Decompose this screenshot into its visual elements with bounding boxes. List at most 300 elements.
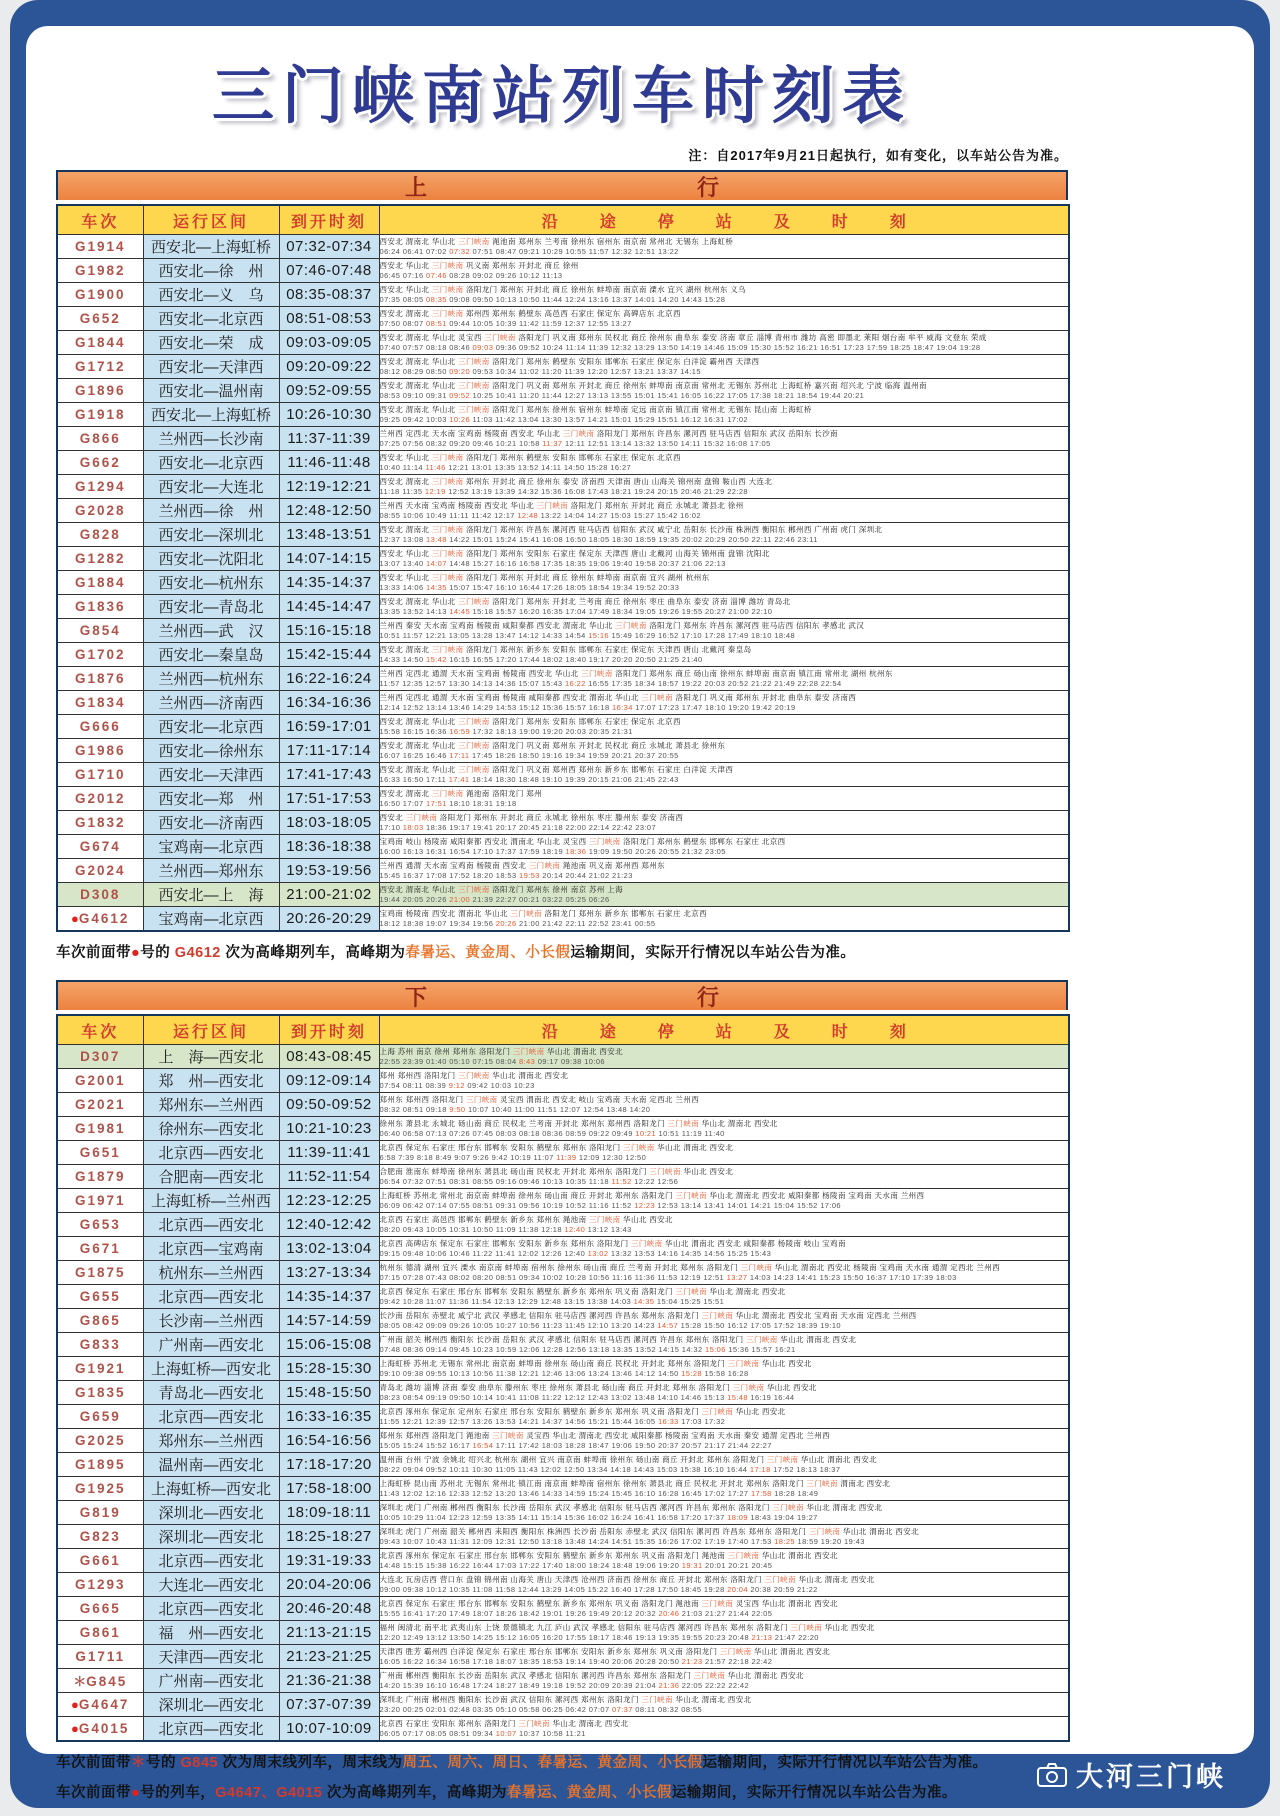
times-after: 18:14 18:30 18:48 19:10 19:39 20:15 21:06 21:45 22:43 [469,774,679,784]
train-number-cell [57,859,143,883]
stations-after: 洛阳龙门 郑州东 许昌东 漯河西 驻马店西 信阳东 孝感北 武汉 [646,620,865,630]
times-after: 20:14 20:44 21:02 21:23 [539,870,633,880]
train-number-cell [57,667,143,691]
arrive-depart-cell: 17:58-18:00 [279,1477,379,1501]
note-segment: G4647、G4015 [215,1785,327,1801]
stations-before: 天津西 胜芳 霸州西 白洋淀 保定东 石家庄 邢台东 邯郸东 安阳东 新乡东 郑州东 巩义南 洛阳龙门 [379,1646,720,1656]
station-sanmenxia-south: 三门峡南 [431,284,464,294]
route-cell: 郑 州—西安北 [143,1069,279,1093]
note-segment: 运输期间，实际开行情况以车站公告为准。 [671,1785,957,1801]
stations-after: 华山北 渭南北 西安北 [759,1550,838,1560]
train-number-cell [57,739,143,763]
train-number-cell [57,1477,143,1501]
times-before: 12:37 13:08 [379,534,427,544]
times-before: 07:50 08:07 [379,318,427,328]
train-number: G1982 [74,263,126,278]
times-before: 06:45 07:16 [379,270,427,280]
train-number: G653 [79,1217,121,1232]
peak-dot-icon: ● [71,1721,79,1736]
station-sanmenxia-south: 三门峡南 [732,1382,765,1392]
stations-before: 西安北 渭南北 华山北 [379,596,459,606]
stops-cell [379,1429,1069,1453]
stops-times-line [380,1513,1069,1523]
route-cell: 兰州西—郑州东 [143,859,279,883]
stops-cell [379,499,1069,523]
station-sanmenxia-south: 三门峡南 [536,500,569,510]
route-cell: 西安北—大连北 [143,475,279,499]
station-sanmenxia-south: 三门峡南 [667,1118,700,1128]
times-before: 16:07 16:25 16:46 [379,750,450,760]
train-number-cell [57,283,143,307]
times-after: 18:36 19:17 19:41 20:17 20:45 21:18 22:00 22:14 22:42 23:07 [423,822,657,832]
station-sanmenxia-south: 三门峡南 [458,380,490,390]
stops-stations-line [380,1575,1069,1585]
stations-before: 兰州西 定西北 通渭 天水南 宝鸡南 杨陵南 西安北 华山北 [379,668,582,678]
train-number: G865 [79,1313,121,1328]
stops-times-line [380,727,1069,737]
stops-stations-line [380,1335,1069,1345]
times-after: 12:21 13:01 13:35 13:52 14:11 14:50 15:28 16:27 [445,462,632,472]
route-cell: 北京西—西安北 [143,1405,279,1429]
route-cell: 广州南—西安北 [143,1669,279,1693]
stations-before: 北京西 保定东 石家庄 邢台东 邯郸东 安阳东 鹤壁东 新乡东 郑州东 巩义南 洛阳龙门 [379,1286,676,1296]
route-cell: 青岛北—西安北 [143,1381,279,1405]
arrive-depart-cell: 16:33-16:35 [279,1405,379,1429]
time-sanmenxia-south: 07:32 [449,246,471,256]
route-cell: 兰州西—武 汉 [143,619,279,643]
train-number-cell [57,1405,143,1429]
stops-times-line [380,823,1069,833]
arrive-depart-cell: 17:18-17:20 [279,1453,379,1477]
stops-times-line [380,1321,1069,1331]
arrive-depart-cell: 21:13-21:15 [279,1621,379,1645]
route-cell: 福 州—西安北 [143,1621,279,1645]
times-after: 21:57 22:18 22:42 [702,1656,773,1666]
stops-times-line [380,439,1069,449]
col-header-route: 运行区间 [143,1015,279,1045]
train-number-cell [57,235,143,259]
stops-cell [379,811,1069,835]
stations-after: 渑池南 洛阳龙门 郑州 [463,788,543,798]
train-number: G823 [79,1529,121,1544]
stops-cell [379,451,1069,475]
down-timetable [56,1014,1070,1742]
stations-before: 北京西 涿州东 保定东 定州东 石家庄 邢台东 安阳东 鹤壁东 新乡东 郑州东 巩义南 洛阳龙门 [379,1406,702,1416]
stations-after: 华山北 渭南北 西安北 [777,1334,857,1344]
times-after: 15:49 16:29 16:52 17:10 17:28 17:49 18:10 18:48 [609,630,796,640]
train-row [57,1333,1069,1357]
stops-cell [379,715,1069,739]
stops-stations-line [380,789,1069,799]
stops-stations-line [380,525,1069,535]
train-row [57,259,1069,283]
times-after: 12:22 12:56 [631,1176,679,1186]
stations-before: 西安北 渭南北 华山北 [379,764,459,774]
stations-after: 洛阳龙门 郑州东 开封北 商丘 徐州东 蚌埠南 南京南 宜兴 湖州 杭州东 [463,572,710,582]
time-sanmenxia-south: 08:51 [426,318,447,328]
route-cell: 上 海—西安北 [143,1045,279,1069]
route-cell: 温州南—西安北 [143,1453,279,1477]
stops-cell [379,1045,1069,1069]
time-sanmenxia-south: 07:46 [426,270,447,280]
stops-times-line [380,1273,1069,1283]
arrive-depart-cell: 14:45-14:47 [279,595,379,619]
train-number: G659 [79,1409,121,1424]
train-number-cell [57,1093,143,1117]
arrive-depart-cell: 10:07-10:09 [279,1717,379,1742]
station-sanmenxia-south: 三门峡南 [701,1406,734,1416]
times-after: 18:10 18:31 19:18 [446,798,517,808]
train-row [57,643,1069,667]
train-number: G665 [79,1601,121,1616]
stops-stations-line [380,1191,1069,1201]
stations-after: 华山北 渭南北 西安北 宝鸡南 天水南 定西北 兰州西 [733,1310,917,1320]
stops-stations-line [380,1239,1069,1249]
stops-stations-line [380,837,1069,847]
arrive-depart-cell: 08:35-08:37 [279,283,379,307]
stations-before: 上海虹桥 苏州北 无锡东 常州北 南京南 蚌埠南 徐州东 砀山南 商丘 民权北 开封北 郑州东 洛阳龙门 [379,1358,728,1368]
up-timetable [56,204,1070,932]
times-after: 21:47 22:20 [772,1632,819,1642]
train-row [57,571,1069,595]
stops-cell [379,1669,1069,1693]
arrive-depart-cell: 09:50-09:52 [279,1093,379,1117]
stops-stations-line [380,285,1069,295]
time-sanmenxia-south: 12:40 [564,1224,586,1234]
col-header-stops: 沿途停站及时刻 [379,205,1069,235]
stops-stations-line [380,1287,1069,1297]
arrive-depart-cell: 18:09-18:11 [279,1501,379,1525]
stations-before: 兰州西 通渭 天水南 宝鸡南 杨陵南 西安北 [379,860,529,870]
stations-after: 洛阳龙门 郑州东 开封北 商丘 永城北 萧县北 徐州 [568,500,744,510]
peak-dot-icon: ● [71,911,79,926]
arrive-depart-cell: 08:43-08:45 [279,1045,379,1069]
train-row [57,1453,1069,1477]
stops-cell [379,307,1069,331]
arrive-depart-cell: 14:57-14:59 [279,1309,379,1333]
times-after: 10:37 10:58 11:21 [516,1728,586,1738]
times-after: 20:38 20:59 21:22 [747,1584,818,1594]
stations-before: 上海 苏州 南京 徐州 郑州东 洛阳龙门 [379,1046,513,1056]
stations-before: 北京西 保定东 石家庄 邢台东 邯郸东 安阳东 鹤壁东 郑州东 洛阳龙门 [379,1142,624,1152]
times-before: 07:48 08:36 09:14 09:45 10:23 10:59 12:06 12:28 12:56 13:18 13:35 13:52 14:15 14:32 [379,1344,706,1354]
stations-before: 北京西 高碑店东 保定东 石家庄 邯郸东 安阳东 新乡东 郑州东 洛阳龙门 [379,1238,631,1248]
stops-cell [379,1453,1069,1477]
train-row [57,1189,1069,1213]
times-after: 09:42 10:03 10:23 [464,1080,535,1090]
effective-date-note: 注：自2017年9月21日起执行，如有变化，以车站公告为准。 [688,148,1068,163]
stops-cell [379,1621,1069,1645]
time-sanmenxia-south: 17:11 [449,750,470,760]
peak-dot-icon: ● [71,1697,79,1712]
route-cell: 西安北—济南西 [143,811,279,835]
time-sanmenxia-south: 18:09 [727,1512,748,1522]
times-before: 09:43 10:07 10:43 11:31 12:09 12:31 12:50 13:18 13:48 14:24 14:51 15:35 16:26 17:02 17:19 17:40 17:53 [379,1536,775,1546]
train-row [57,1381,1069,1405]
stations-before: 西安北 渭南北 [379,644,432,654]
stops-stations-line [380,1551,1069,1561]
train-number: G662 [79,455,121,470]
time-sanmenxia-south: 18:03 [402,822,424,832]
train-number: G661 [79,1553,121,1568]
stops-cell [379,355,1069,379]
banner-char: 行 [697,174,720,200]
train-number-cell [57,883,143,907]
times-after: 21:39 22:27 00:21 03:22 05:25 06:26 [470,894,610,904]
station-sanmenxia-south: 三门峡南 [766,1454,799,1464]
route-cell: 西安北—北京西 [143,451,279,475]
stops-times-line [380,1177,1069,1187]
train-number: G1702 [74,647,126,662]
time-sanmenxia-south: 11:52 [611,1176,632,1186]
train-number: G1879 [74,1169,126,1184]
train-number-cell [57,427,143,451]
times-after: 08:28 09:02 09:26 10:12 11:13 [446,270,563,280]
arrive-depart-cell: 17:11-17:14 [279,739,379,763]
stops-times-line [380,1441,1069,1451]
station-sanmenxia-south: 三门峡南 [431,260,464,270]
train-number-cell [57,307,143,331]
times-after: 17:45 18:26 18:50 19:16 19:34 19:59 20:21 20:37 20:55 [469,750,679,760]
stops-cell [379,1405,1069,1429]
train-number: G674 [79,839,121,854]
time-sanmenxia-south: 15:48 [727,1392,748,1402]
train-number-cell [57,1525,143,1549]
stations-before: 西安北 华山北 [379,548,432,558]
time-sanmenxia-south: 21:23 [681,1656,703,1666]
train-row [57,1717,1069,1742]
note-segment: 运输期间，实际开行情况以车站公告为准。 [570,945,856,961]
note-segment: 号的 [140,945,175,961]
arrive-depart-cell: 14:35-14:37 [279,571,379,595]
stations-before: 广州南 韶关 郴州西 衡阳东 长沙南 岳阳东 武汉 孝感北 信阳东 驻马店西 漯河西 许昌东 郑州东 洛阳龙门 [379,1334,747,1344]
time-sanmenxia-south: 20:26 [495,918,517,928]
stops-cell [379,1549,1069,1573]
stops-cell [379,883,1069,907]
stops-stations-line [380,1095,1069,1105]
col-header-times: 到开时刻 [279,1015,379,1045]
train-number-cell [57,715,143,739]
stops-stations-line [380,549,1069,559]
watermark [1037,1755,1226,1794]
train-number: G819 [79,1505,121,1520]
stops-times-line [380,1705,1069,1715]
train-number-cell [57,1189,143,1213]
train-row [57,1357,1069,1381]
stops-stations-line [380,1647,1069,1657]
stops-stations-line [380,405,1069,415]
stops-stations-line [380,453,1069,463]
station-sanmenxia-south: 三门峡南 [562,428,595,438]
times-before: 08:05 08:42 09:09 09:26 10:05 10:27 10:56 11:23 11:45 12:10 13:20 14:23 [379,1320,658,1330]
route-cell: 宝鸡南—北京西 [143,907,279,932]
train-row [57,691,1069,715]
stops-times-line [380,799,1069,809]
times-after: 15:04 15:25 15:51 [654,1296,725,1306]
station-sanmenxia-south: 三门峡南 [790,1622,823,1632]
time-sanmenxia-south: 11:37 [542,438,563,448]
stations-before: 西安北 [379,812,406,822]
stations-after: 郑州西 郑州东 鹤壁东 高邑西 石家庄 保定东 高碑店东 北京西 [463,308,681,318]
stations-before: 长沙南 岳阳东 赤壁北 咸宁北 武汉 孝感北 信阳东 驻马店西 漯河西 许昌东 郑州东 洛阳龙门 [379,1310,702,1320]
route-cell: 西安北—北京西 [143,715,279,739]
stations-after: 洛阳龙门 郑州东 新乡东 邯郸东 石家庄 北京西 [542,908,708,918]
train-row [57,1525,1069,1549]
time-sanmenxia-south: 15:06 [705,1344,726,1354]
train-number-cell [57,1285,143,1309]
train-row [57,523,1069,547]
stations-after: 洛阳龙门 郑州东 安阳东 邯郸东 石家庄 保定东 北京西 [489,716,681,726]
train-number-cell [57,907,143,932]
stops-cell [379,1165,1069,1189]
stops-times-line [380,1057,1069,1067]
stops-cell [379,595,1069,619]
stops-times-line [380,1609,1069,1619]
train-row [57,1285,1069,1309]
stops-times-line [380,1537,1069,1547]
station-sanmenxia-south: 三门峡南 [528,860,561,870]
times-before: 13:07 13:40 [379,558,427,568]
times-before: 07:15 07:28 07:43 08:02 08:20 08:51 09:34 10:02 10:28 10:56 11:16 11:36 11:53 12:19 12:51 [379,1272,727,1282]
stops-cell [379,1213,1069,1237]
times-before: 07:35 08:05 [379,294,427,304]
route-cell: 郑州东—兰州西 [143,1093,279,1117]
times-before: 18:12 18:38 19:07 19:34 19:56 [379,918,496,928]
train-number: G652 [79,311,121,326]
stops-stations-line [380,717,1069,727]
stations-after: 华山北 西安北 [764,1382,817,1392]
route-cell: 西安北—荣 成 [143,331,279,355]
stops-stations-line [380,1311,1069,1321]
stations-after: 巩义南 郑州东 开封北 商丘 徐州 [463,260,579,270]
times-before: 08:22 09:04 09:52 10:11 10:30 11:05 11:43 12:02 12:50 13:34 14:18 14:43 15:03 15:38 16:10 16:44 [379,1464,750,1474]
stops-cell [379,259,1069,283]
times-after: 15:07 15:47 16:10 16:44 17:26 18:05 18:54 19:34 19:52 20:33 [446,582,680,592]
route-cell: 合肥南—西安北 [143,1165,279,1189]
train-row [57,451,1069,475]
stations-after: 洛阳龙门 巩义南 郑州东 民权北 商丘 徐州东 曲阜东 泰安 济南 章丘 淄博 青州市 潍坊 高密 即墨北 莱阳 烟台南 牟平 威海 文登东 荣成 [515,332,987,342]
time-sanmenxia-south: 16:33 [657,1416,679,1426]
route-cell: 北京西—西安北 [143,1141,279,1165]
arrive-depart-cell: 07:46-07:48 [279,259,379,283]
stops-cell [379,571,1069,595]
times-before: 08:23 08:54 09:19 09:50 10:14 10:41 11:08 11:22 12:12 12:43 13:02 13:48 14:10 14:46 15:13 [379,1392,728,1402]
stops-stations-line [380,645,1069,655]
stops-stations-line [380,1695,1069,1705]
stations-after: 洛阳龙门 郑州东 许昌东 漯河西 驻马店西 信阳东 武汉 岳阳东 长沙南 [594,428,838,438]
station-sanmenxia-south: 三门峡南 [458,404,490,414]
station-sanmenxia-south: 三门峡南 [431,548,464,558]
stations-before: 合肥南 淮南东 蚌埠南 徐州东 萧县北 砀山南 民权北 开封北 郑州东 洛阳龙门 [379,1166,650,1176]
stops-times-line [380,703,1069,713]
times-before: 06:40 06:58 07:13 07:26 07:45 08:03 08:18 08:36 08:59 09:22 09:49 [379,1128,636,1138]
station-sanmenxia-south: 三门峡南 [630,1238,663,1248]
stations-before: 郑州 郑州西 洛阳龙门 [379,1070,459,1080]
stops-stations-line [380,1071,1069,1081]
arrive-depart-cell: 16:22-16:24 [279,667,379,691]
train-row [57,1621,1069,1645]
station-sanmenxia-south: 三门峡南 [458,884,490,894]
stations-before: 北京西 涿州东 保定东 石家庄 邢台东 邯郸东 安阳东 鹤壁东 新乡东 郑州东 巩义南 洛阳龙门 渑池南 [379,1550,728,1560]
stations-after: 华山北 渭南北 西安北 [803,1502,883,1512]
train-row [57,1261,1069,1285]
times-before: 09:25 09:42 10:03 [379,414,450,424]
camera-icon [1037,1763,1067,1787]
arrive-depart-cell: 18:03-18:05 [279,811,379,835]
route-cell: 西安北—秦皇岛 [143,643,279,667]
station-sanmenxia-south: 三门峡南 [727,1358,760,1368]
train-number: G1925 [74,1481,126,1496]
stations-after: 洛阳龙门 郑州东 安阳东 石家庄 保定东 天津西 唐山 北戴河 山海关 锦州南 盘锦 沈阳北 [463,548,770,558]
train-number-cell [57,547,143,571]
route-cell: 西安北—徐州东 [143,739,279,763]
times-before: 22:55 23:39 01:40 05:10 07:15 08:04 [379,1056,520,1066]
arrive-depart-cell: 12:23-12:25 [279,1189,379,1213]
time-sanmenxia-south: 14:35 [633,1296,655,1306]
route-cell: 西安北—沈阳北 [143,547,279,571]
times-after: 10:07 10:40 11:00 11:51 12:07 12:54 13:48 14:20 [465,1104,651,1114]
station-sanmenxia-south: 三门峡南 [764,1574,796,1584]
station-sanmenxia-south: 三门峡南 [675,1286,708,1296]
route-cell: 天津西—西安北 [143,1645,279,1669]
times-after: 13:12 13:43 [585,1224,632,1234]
stops-cell [379,1069,1069,1093]
stops-times-line [380,1369,1069,1379]
time-sanmenxia-south: 10:21 [635,1128,657,1138]
station-sanmenxia-south: 三门峡南 [458,356,490,366]
stops-times-line [380,1297,1069,1307]
station-sanmenxia-south: 三门峡南 [510,908,543,918]
route-cell: 上海虹桥—西安北 [143,1357,279,1381]
time-sanmenxia-south: 09:52 [449,390,471,400]
station-sanmenxia-south: 三门峡南 [623,1142,655,1152]
times-after: 09:17 09:38 10:06 [535,1056,605,1066]
arrive-depart-cell: 09:20-09:22 [279,355,379,379]
train-number-cell [57,1141,143,1165]
times-before: 08:20 09:43 10:05 10:31 10:50 11:09 11:38 12:18 [379,1224,565,1234]
train-number: G1835 [74,1385,126,1400]
route-cell: 西安北—天津西 [143,763,279,787]
arrive-depart-cell: 11:37-11:39 [279,427,379,451]
arrive-depart-cell: 07:32-07:34 [279,235,379,259]
stops-stations-line [380,741,1069,751]
time-sanmenxia-south: 8:43 [519,1056,536,1066]
stops-stations-line [380,357,1069,367]
train-row [57,787,1069,811]
times-after: 19:09 19:50 20:26 20:55 21:32 23:05 [586,846,726,856]
times-before: 06:09 06:42 07:14 07:55 08:51 09:31 09:56 10:19 10:52 11:16 11:52 [379,1200,635,1210]
arrive-depart-cell: 08:51-08:53 [279,307,379,331]
train-number: G1895 [74,1457,126,1472]
station-sanmenxia-south: 三门峡南 [808,1526,841,1536]
stations-before: 兰州西 定西北 通渭 天水南 宝鸡南 杨陵南 咸阳秦都 西安北 渭南北 华山北 [379,692,642,702]
stations-after: 洛阳龙门 郑州东 开封北 商丘 徐州东 蚌埠南 南京南 溧水 宜兴 湖州 杭州东 义乌 [463,284,747,294]
train-row [57,1141,1069,1165]
route-cell: 兰州西—长沙南 [143,427,279,451]
train-number-cell [57,1381,143,1405]
stops-stations-line [380,1503,1069,1513]
station-sanmenxia-south: 三门峡南 [458,236,490,246]
stops-times-line [380,319,1069,329]
station-sanmenxia-south: 三门峡南 [746,1334,778,1344]
route-cell: 深圳北—西安北 [143,1693,279,1717]
times-before: 08:53 09:10 09:31 [379,390,450,400]
train-number: G1900 [74,287,126,302]
train-number: G4015 [78,1721,130,1736]
route-cell: 杭州东—兰州西 [143,1261,279,1285]
train-number: G1282 [74,551,126,566]
stations-after: 渑池南 郑州东 兰考南 徐州东 宿州东 南京南 常州北 无锡东 上海虹桥 [489,236,734,246]
